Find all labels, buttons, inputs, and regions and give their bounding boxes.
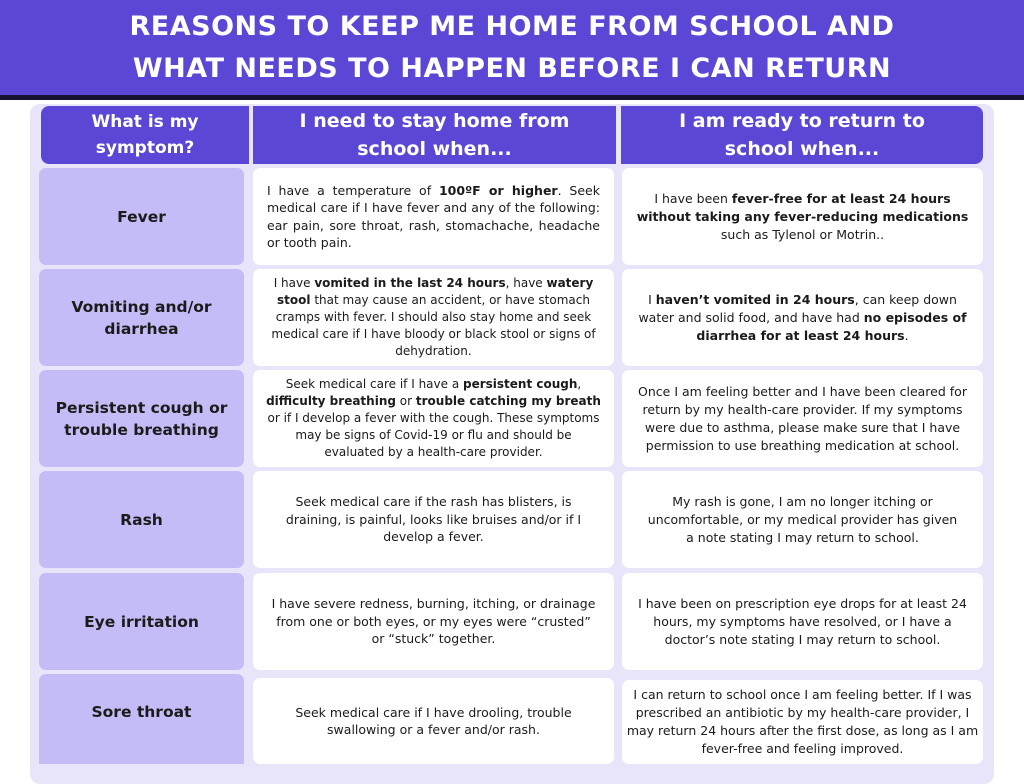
column-header-ready-line-2: school when... <box>724 138 880 160</box>
stay-home-cell-sore-throat <box>253 678 614 764</box>
stay-home-emphasis: persistent cough <box>463 377 578 391</box>
stay-home-cell-cough <box>253 370 614 467</box>
column-header-symptom-line-1: What is my <box>91 112 199 132</box>
banner-divider <box>0 95 1024 100</box>
banner-title-line-2: WHAT NEEDS TO HAPPEN BEFORE I CAN RETURN <box>132 53 892 84</box>
ready-text: Once I am feeling better and I have been cleared for return by my health-care provider. If my symptoms were due to asthma, please make sure that I have permission to use breathing medication at school. <box>638 383 967 453</box>
column-header-stay-home-line-1: I need to stay home from <box>299 110 570 132</box>
stay-home-text: I have <box>273 276 315 290</box>
stay-home-cell-rash <box>253 471 614 568</box>
stay-home-cell-fever <box>253 168 614 265</box>
stay-home-emphasis: trouble catching my breath <box>415 394 601 408</box>
symptom-cell-rash <box>39 471 244 568</box>
ready-text: , can keep down water and solid food, and have had <box>638 291 957 325</box>
stay-home-text: I have severe redness, burning, itching, or drainage from one or both eyes, or my eyes were “crusted” or “stuck” together. <box>271 596 596 647</box>
stay-home-text: . Seek medical care if I have fever and any of the following: ear pain, sore throat, rash, stomachache, headache or tooth pain. <box>267 182 600 250</box>
column-header-ready-to-return <box>621 106 983 164</box>
ready-text: I can return to school once I am feeling better. If I was prescribed an antibiotic by my health-care provider, I may return 24 hours after the first dose, as long as I am fever-free and feeling improved. <box>626 687 979 756</box>
symptom-label: Sore throat <box>91 703 192 721</box>
stay-home-text: that may cause an accident, or have stomach cramps with fever. I should also stay home and seek medical care if I have bloody or black stool or signs of dehydration. <box>271 293 596 358</box>
symptom-label: Vomiting and/or diarrhea <box>71 297 212 338</box>
ready-text: I <box>648 291 656 307</box>
ready-emphasis: fever-free for at least 24 hours without taking any fever-reducing medications <box>636 190 969 224</box>
stay-home-emphasis: difficulty breathing <box>266 394 396 408</box>
stay-home-cell-eye-irritation <box>253 573 614 670</box>
ready-text: such as Tylenol or Motrin.. <box>720 226 885 242</box>
symptom-label: Rash <box>120 510 163 529</box>
column-header-stay-home-line-2: school when... <box>357 138 512 160</box>
column-header-symptom-line-2: symptom? <box>95 138 195 158</box>
ready-cell-rash <box>622 471 983 568</box>
symptom-cell-eye-irritation <box>39 573 244 670</box>
page-banner <box>0 0 1024 95</box>
ready-cell-cough <box>622 370 983 467</box>
stay-home-emphasis: 100ºF or higher <box>438 182 558 198</box>
column-header-symptom <box>41 106 249 164</box>
symptom-label: Fever <box>117 207 166 226</box>
symptom-cell-sore-throat <box>39 674 244 764</box>
ready-emphasis: haven’t vomited in 24 hours <box>655 291 855 307</box>
stay-home-emphasis: vomited in the last 24 hours <box>314 276 506 290</box>
stay-home-emphasis: watery stool <box>277 276 594 307</box>
stay-home-text: I have a temperature of <box>267 182 439 198</box>
stay-home-text: or if I develop a fever with the cough. These symptoms may be signs of Covid-19 or flu and should be evaluated by a health-care provider. <box>267 411 600 459</box>
ready-cell-eye-irritation <box>622 573 983 670</box>
symptom-label: Eye irritation <box>84 612 199 631</box>
ready-text: My rash is gone, I am no longer itching or uncomfortable, or my medical provider has given a note stating I may return to school. <box>647 493 958 545</box>
symptom-cell-cough <box>39 370 244 467</box>
stay-home-text: or <box>395 394 416 408</box>
stay-home-text: , <box>577 377 582 391</box>
stay-home-text: Seek medical care if the rash has blisters, is draining, is painful, looks like bruises and/or if I develop a fever. <box>285 494 582 545</box>
symptom-cell-fever <box>39 168 244 265</box>
symptom-label: Persistent cough or trouble breathing <box>55 398 228 439</box>
ready-cell-vomiting <box>622 269 983 366</box>
symptom-cell-vomiting <box>39 269 244 366</box>
stay-home-text: Seek medical care if I have a <box>285 377 463 391</box>
ready-cell-sore-throat <box>622 680 983 764</box>
stay-home-text: Seek medical care if I have drooling, trouble swallowing or a fever and/or rash. <box>295 704 572 737</box>
ready-text: . <box>904 327 909 343</box>
ready-cell-fever <box>622 168 983 265</box>
column-header-ready-line-1: I am ready to return to <box>679 110 925 132</box>
stay-home-cell-vomiting <box>253 269 614 366</box>
ready-emphasis: no episodes of diarrhea for at least 24 hours <box>696 309 967 343</box>
column-header-stay-home <box>253 106 616 164</box>
banner-title-line-1: REASONS TO KEEP ME HOME FROM SCHOOL AND <box>129 11 895 42</box>
ready-text: I have been <box>654 190 732 206</box>
stay-home-text: , have <box>505 276 547 290</box>
ready-text: I have been on prescription eye drops for at least 24 hours, my symptoms have resolved, or I have a doctor’s note stating I may return to school. <box>638 595 967 647</box>
